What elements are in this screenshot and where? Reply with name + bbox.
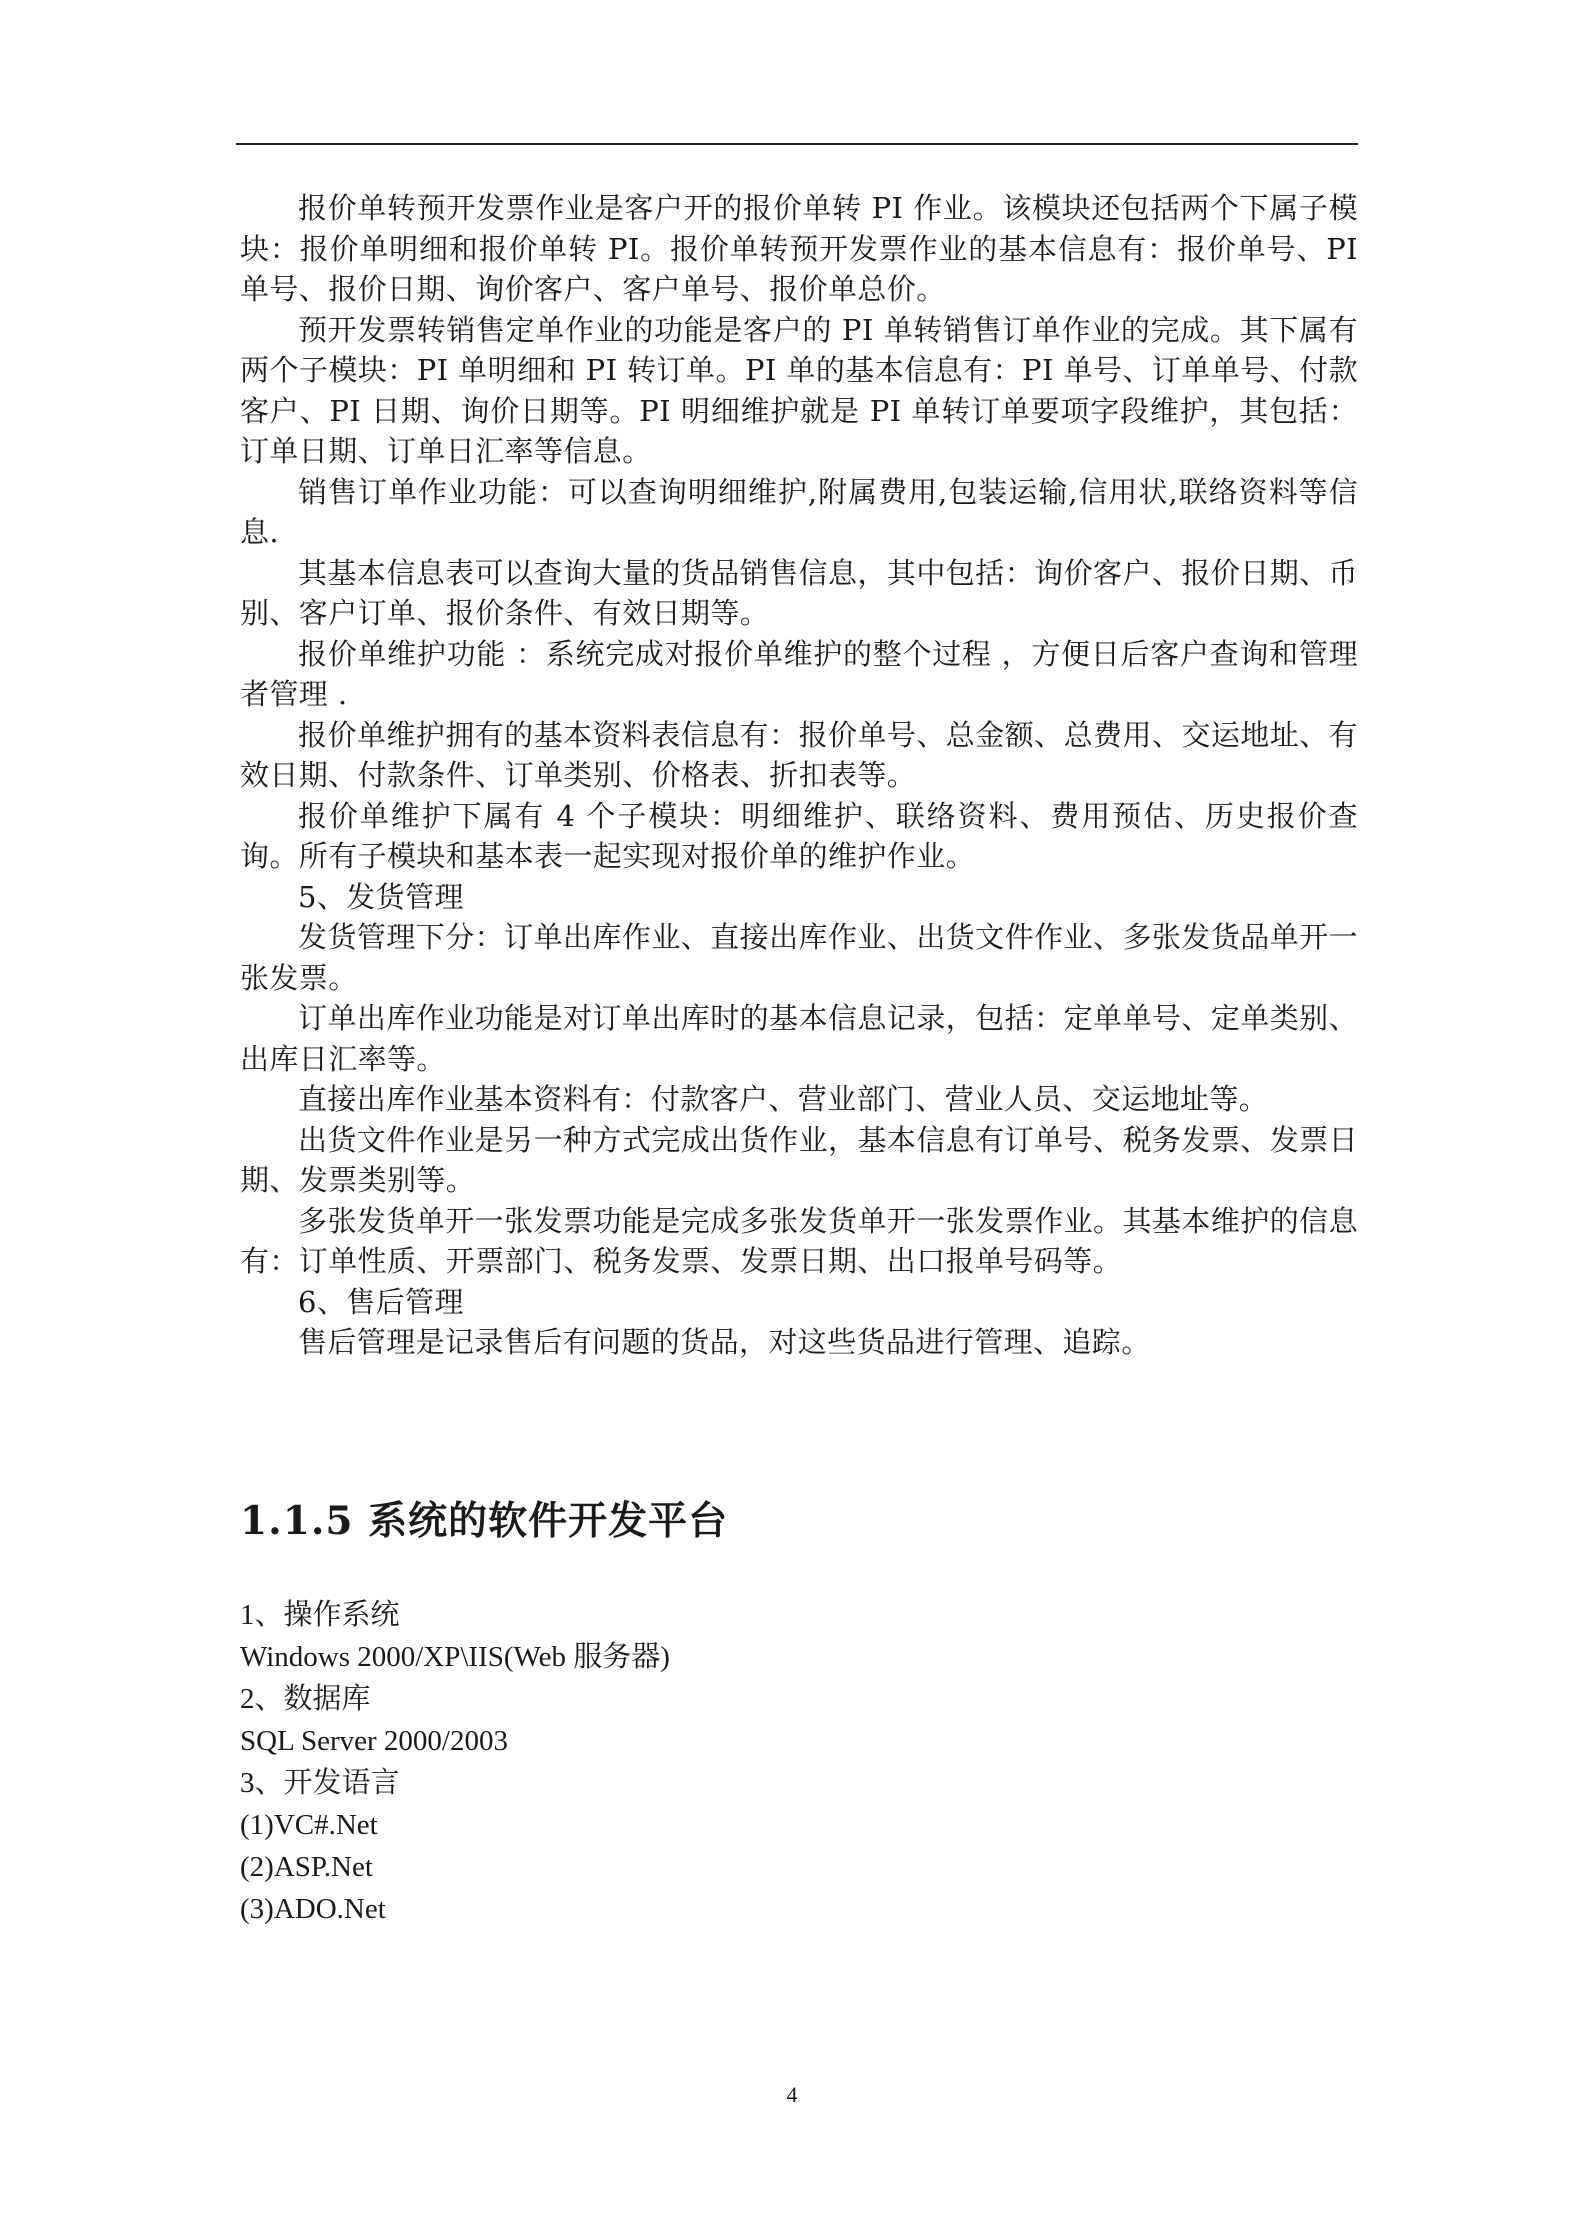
- list-item: 2、数据库: [240, 1683, 371, 1715]
- section-heading: 1.1.5 系统的软件开发平台: [240, 1498, 729, 1544]
- list-item: (1)VC#.Net: [240, 1809, 378, 1841]
- list-item: SQL Server 2000/2003: [240, 1725, 508, 1757]
- paragraph: 多张发货单开一张发票功能是完成多张发货单开一张发票作业。其基本维护的信息有：订单性质、开票部门、税务发票、发票日期、出口报单号码等。: [240, 1203, 1358, 1278]
- list-item: Windows 2000/XP\IIS(Web 服务器): [240, 1641, 670, 1673]
- paragraph: 售后管理是记录售后有问题的货品，对这些货品进行管理、追踪。: [298, 1325, 1151, 1359]
- paragraph: 出货文件作业是另一种方式完成出货作业，基本信息有订单号、税务发票、发票日期、发票类别等。: [240, 1122, 1358, 1197]
- document-page: [240, 188, 1358, 1925]
- paragraph: 报价单维护拥有的基本资料表信息有：报价单号、总金额、总费用、交运地址、有效日期、付款条件、订单类别、价格表、折扣表等。: [240, 717, 1358, 792]
- list-item: 3、开发语言: [240, 1767, 400, 1799]
- header-rule: [236, 143, 1358, 145]
- list-item: 1、操作系统: [240, 1599, 400, 1631]
- body-text: [240, 188, 1358, 1363]
- page-number: 4: [786, 2082, 798, 2107]
- paragraph: 销售订单作业功能：可以查询明细维护,附属费用,包装运输,信用状,联络资料等信息.: [240, 474, 1358, 549]
- paragraph: 直接出库作业基本资料有：付款客户、营业部门、营业人员、交运地址等。: [298, 1082, 1269, 1116]
- platform-list: [240, 1594, 1358, 1930]
- subsection-label: 6、售后管理: [298, 1284, 464, 1319]
- subsection-label: 5、发货管理: [298, 879, 464, 914]
- paragraph: 报价单转预开发票作业是客户开的报价单转 PI 作业。该模块还包括两个下属子模块：报价单明细和报价单转 PI。报价单转预开发票作业的基本信息有：报价单号、PI 单号、报价日期、询价客户、客户单号、报价单总价。: [240, 191, 1358, 306]
- paragraph: 预开发票转销售定单作业的功能是客户的 PI 单转销售订单作业的完成。其下属有两个子模块：PI 单明细和 PI 转订单。PI 单的基本信息有：PI 单号、订单单号、付款客户、PI 日期、询价日期等。PI 明细维护就是 PI 单转订单要项字段维护，其包括：订单日期、订单日汇率等信息。: [240, 312, 1358, 468]
- paragraph: 订单出库作业功能是对订单出库时的基本信息记录，包括：定单单号、定单类别、出库日汇率等。: [240, 1001, 1358, 1076]
- paragraph: 发货管理下分：订单出库作业、直接出库作业、出货文件作业、多张发货品单开一张发票。: [240, 920, 1358, 995]
- paragraph: 其基本信息表可以查询大量的货品销售信息，其中包括：询价客户、报价日期、币别、客户订单、报价条件、有效日期等。: [240, 555, 1358, 630]
- list-item: (3)ADO.Net: [240, 1893, 386, 1925]
- paragraph: 报价单维护下属有 4 个子模块：明细维护、联络资料、费用预估、历史报价查询。所有子模块和基本表一起实现对报价单的维护作业。: [240, 798, 1358, 873]
- list-item: (2)ASP.Net: [240, 1851, 373, 1883]
- paragraph: 报价单维护功能 ：系统完成对报价单维护的整个过程 ，方便日后客户查询和管理者管理 .: [240, 636, 1358, 711]
